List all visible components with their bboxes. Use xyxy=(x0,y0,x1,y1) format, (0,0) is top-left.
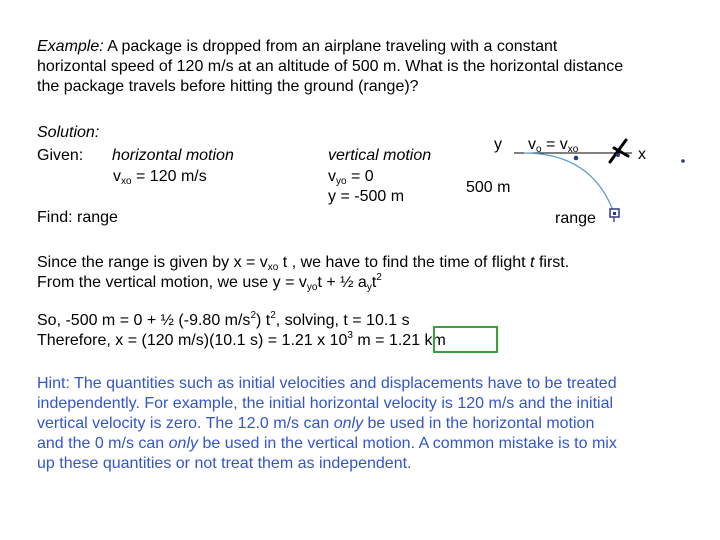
airplane-icon xyxy=(610,140,628,162)
landed-package-icon xyxy=(610,209,619,217)
y-axis-label: y xyxy=(494,136,502,153)
height-label: 500 m xyxy=(466,179,511,196)
hint-line-5: up these quantities or not treat them as independent. xyxy=(37,455,412,472)
given-label: Given: xyxy=(37,147,84,164)
vertical-motion-heading: vertical motion xyxy=(328,147,432,164)
x-axis-label: x xyxy=(638,146,646,163)
find-label: Find: range xyxy=(37,209,118,226)
hint-line-2: independently. For example, the initial horizontal velocity is 120 m/s and the initial xyxy=(37,395,614,412)
problem-line-3: the package travels before hitting the ground (range)? xyxy=(37,78,419,95)
y-given: y = -500 m xyxy=(328,188,405,205)
explanation-line-2: From the vertical motion, we use $y = v_{yo}t$ + ½ $a_yt^2$ xyxy=(37,272,382,293)
hint-line-4: and the 0 m/s can only be used in the vertical motion. A common mistake is to mix xyxy=(37,435,617,452)
example-label: Example: xyxy=(37,38,104,55)
calc-line-1: So, -500 m = 0 + ½ (-9.80 $m/s^2$) $t^2$, solving, t = 10.1 s xyxy=(37,310,410,329)
explanation-line-1: Since the range is given by $x = v_{xo}$ t , we have to find the time of flight t first. xyxy=(37,254,570,273)
answer-highlight-box xyxy=(433,326,498,353)
trajectory-curve xyxy=(524,153,614,213)
initial-velocity-label: $v_o = v_{xo}$ xyxy=(528,136,579,155)
horizontal-motion-heading: horizontal motion xyxy=(112,147,234,164)
vyo-given: $v_{yo} = 0$ xyxy=(328,168,374,187)
problem-line-2: horizontal speed of 120 m/s at an altitude of 500 m. What is the horizontal distance xyxy=(37,58,624,75)
package-dot-icon xyxy=(681,159,685,163)
calc-line-2: Therefore, x = (120 m/s)(10.1 s) = 1.21 x $10^3$ m = 1.21 km xyxy=(37,330,446,349)
hint-line-3: vertical velocity is zero. The 12.0 m/s can only be used in the horizontal motion xyxy=(37,415,595,432)
range-label: range xyxy=(555,210,596,227)
hint-line-1: Hint: The quantities such as initial velocities and displacements have to be treated xyxy=(37,375,617,392)
package-dot-icon xyxy=(574,156,579,161)
problem-line-1: Example: A package is dropped from an airplane traveling with a constant xyxy=(37,38,558,55)
vxo-given: $v_{xo} = 120$ m/s xyxy=(113,168,207,187)
solution-label: Solution: xyxy=(37,124,100,141)
